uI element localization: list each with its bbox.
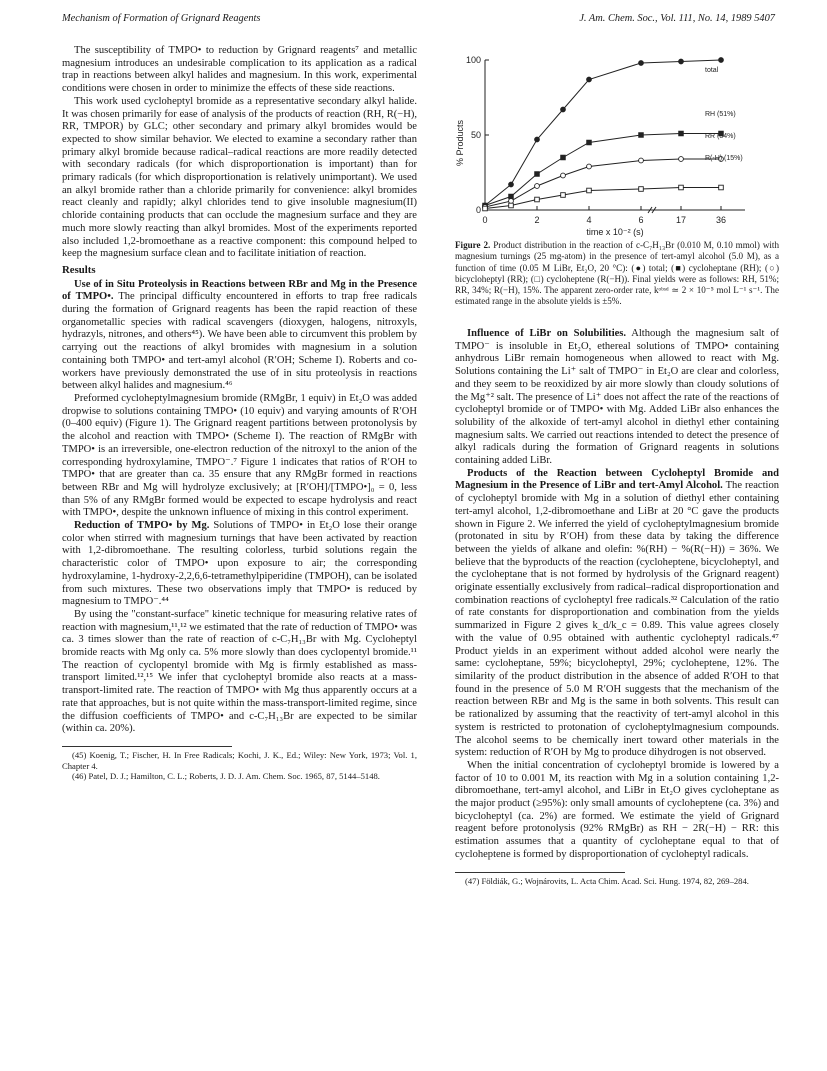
section-libr-title: Influence of LiBr on Solubilities. [467,328,627,339]
proteolysis-paragraph-2: Preformed cycloheptylmagnesium bromide (RMgBr, 1 equiv) in Et₂O was added dropwise to solutions containing TMPO• (10 equiv) and varying amounts of R′OH (0–400 equiv) (Figure 1). The Grignard reagent partitions between protonolysis by the alcohol and reaction with TMPO• (Scheme I). The reaction of RMgBr with TMPO• is an irreversible, one-electron reduction of the nitroxyl to the anion of the corresponding hydroxylamine, TMPO⁻.⁷ Figure 1 indicates that ratios of R′OH to TMPO• that are greater than ca. 35 ensure that any RMgBr formed in reactions between RBr and Mg will hydrolyze exclusively; at [R′OH]/[TMPO•]₀ = 0, less than 5% of any RMgBr formed would be expected to escape hydrolysis and react with TMPO•, despite the unknown influence of mixing in this control experiment. [62,392,417,519]
data-point [509,203,514,208]
data-point [561,173,566,178]
concentration-paragraph: When the initial concentration of cycloheptyl bromide is lowered by a factor of 10 to 0.001 M, its reaction with Mg in a solution containing 1,2-dibromoethane, tert-amyl alcohol, and LiBr in Et₂O gives cycloheptane as the major product (≥95%): only small amounts of cycloheptene (ca. 3%) and bicycloheptyl (ca. 2%) are formed. We estimate the yield of Grignard reagent before protonolysis (92% RMgBr) as RH − 2R(−H) − RR: this estimation assumes that a quantity of cycloheptane equal to that of cycloheptene is formed by disproportionation of cycloheptyl radicals. [455,759,779,860]
data-point [639,158,644,163]
data-point [509,194,514,199]
data-point [561,193,566,198]
section-reduction-text: Solutions of TMPO• in Et₂O lose their orange color when stirred with magnesium turnings that have been activated by reaction with 1,2-dibromoethane. The resulting colorless, turbid solutions regain the characteristic color of TMPO• upon exposure to air; the corresponding hydroxylamine, 1-hydroxy-2,2,6,6-tetramethylpiperidine (TMPOH), can be isolated from such mixtures. These two observations imply that TMPO• is reduced by magnesium to TMPO⁻.⁴⁴ [62,520,417,608]
series-line [485,159,721,207]
data-point [561,107,566,112]
footnote-47: (47) Földiák, G.; Wojnárovits, L. Acta Chim. Acad. Sci. Hung. 1974, 82, 269–284. [465,875,749,886]
intro-paragraph-2: This work used cycloheptyl bromide as a representative secondary alkyl halide. It was chosen primarily for ease of analysis of the products of reaction (RH, R(−H), RR, TMPOR) by GLC; other secondary and primary alkyl bromides would be expected to show similar behavior. We elected to examine a secondary rather than primary alkyl bromide because radical–radical reactions are more readily detected with secondary radicals (for which disproportionation is important) than for primary radicals (for which disproportionation is relatively unimportant). We used an alkyl bromide rather than a chloride primarily for convenience: alkyl bromides react cleanly and rapidly; alkyl chlorides tend to give insoluble magnesium(II) chloride containing products that can occlude the magnesium surface and they are much more slowly reacting than alkyl bromides. Most of the experiments reported also included 1,2-bromoethane as a reactive component: this compound helped to keep the magnesium surface clean and to facilitate initiation of reaction. [62,95,417,260]
footnote-divider-right [455,872,625,873]
running-header-journal: J. Am. Chem. Soc., Vol. 111, No. 14, 1989 5407 [579,13,775,24]
label-rr: RR (34%) [705,133,736,140]
data-point [639,133,644,138]
data-point [561,155,566,160]
section-libr-text: Although the magnesium salt of TMPO⁻ is insoluble in Et₂O, ethereal solutions of TMPO• containing anhydrous LiBr remain homogeneous when allowed to react with Mg. Solutions containing the Li⁺ salt of TMPO⁻ in Et₂O are clear and colorless, and they seem to be reoxidized by air more slowly than cloudy solutions of the Mg⁺² salt. The presence of Li⁺ does not affect the rate of the reactions of cycloheptyl bromide or of TMPO• with Mg. Added LiBr also enhances the solubility of the alkoxide of tert-amyl alcohol in diethyl ether containing magnesium salts. We carried out reactions intended to detect the presence of alkyl radicals during the formation of Grignard reagents in solutions containing added LiBr. [455,328,780,467]
data-point [719,185,724,190]
x-tick-label: 17 [675,215,687,225]
data-point [679,157,684,162]
data-point [509,182,514,187]
data-point [639,61,644,66]
right-column [455,328,779,886]
data-point [587,77,592,82]
x-tick-label: 2 [534,215,540,225]
footnote-divider [62,746,232,747]
figure-2-caption [455,240,779,308]
data-point [535,197,540,202]
footnote-46: (46) Patel, D. J.; Hamilton, C. L.; Roberts, J. D. J. Am. Chem. Soc. 1965, 87, 5144–5148. [72,771,380,782]
data-point [679,59,684,64]
label-rmh: R(-H) (15%) [705,155,743,162]
series-line [485,134,721,206]
footnote-45: (45) Koenig, T.; Fischer, H. In Free Radicals; Kochi, J. K., Ed.; Wiley: New York, 1973; Vol. 1, Chapter 4. [62,749,417,771]
x-tick-label: 6 [638,215,644,225]
caption-text: Product distribution in the reaction of c-C₇H₁₃Br (0.010 M, 0.10 mmol) with magnesium turnings (25 mg-atom) in the presence of tert-amyl alcohol (5.0 M), as a function of time (0.05 M LiBr, Et₂O, 20 °C): (●) total; (■) cycloheptane (RH); (○) bicycloheptyl (RR); (□) cycloheptene (R(−H)). Final yields were as follows: RH, 51%; RR, 34%; R(−H), 15%. The apparent zero-order rate, kᵒᵇˢᵈ ≃ 2 × 10⁻⁵ mol L⁻¹ s⁻¹. The estimated range in the absolute yields is ±5%. [455,240,779,307]
label-total: total [705,67,719,74]
data-point [535,172,540,177]
chart-series [483,58,724,211]
data-point [483,206,488,211]
data-point [587,164,592,169]
data-point [535,137,540,142]
data-point [587,188,592,193]
section-proteolysis-title: Use of in Situ Proteolysis in Reactions between RBr and Mg in the Presence of TMPO•. [62,278,417,303]
section-products-text: The reaction of cycloheptyl bromide with Mg in a solution of diethyl ether containing tert-amyl alcohol, 1,2-dibromoethane and LiBr at 20 °C gave the products shown in Figure 2. We inferred the yield of cycloheptylmagnesium bromide (protonated in situ by R′OH) from these data by taking the difference between the yields of alkane and olefin: %(RH) − %(R(−H)) = 36%. We believe that the byproducts of the reaction (cycloheptene, bicycloheptyl, and the cycloheptane that is not formed by hydrolysis of the Grignard reagent) originate essentially exclusively from radical–radical disproportionation and combination reactions of cycloheptyl free radicals.³² Calculation of the ratio of rate constants for disproportionation and combination from the yields summarized in Figure 2 gives k_d/k_c = 0.89. This value agrees closely with the value of 0.95 obtained with authentic cycloheptyl radicals.⁴⁷ Product yields in an experiment without added alcohol were nearly the same: cycloheptane, 59%; bicycloheptyl, 29%; cycloheptene, 12%. The similarity of the product distribution in the absence of added R′OH to that found in the presence of 5.0 M R′OH suggests that the mechanism of the reaction between RBr and Mg is the same in both solvents. This result can be rationalized by assuming that the reactivity of tert-amyl alcohol in this system is restricted to protonation of cycloheptylmagnesium compounds. The alcohol seems to be chemically inert toward other materials in the system: reduction of R′OH by Mg to produce dihydrogen is not observed. [455,480,779,759]
section-products [455,468,779,760]
section-reduction [62,520,417,609]
data-point [587,140,592,145]
data-point [509,199,514,204]
y-tick-label: 50 [470,130,481,140]
x-tick-label: 4 [586,215,592,225]
y-axis-label: % Products [455,119,465,167]
running-header-title: Mechanism of Formation of Grignard Reagents [62,13,261,24]
series-line [485,188,721,209]
y-tick-label: 100 [465,55,481,65]
caption-label: Figure 2. [455,240,491,250]
figure-2-chart [455,48,779,240]
x-tick-label: 0 [482,215,488,225]
results-heading: Results [62,263,96,276]
left-column [62,45,417,782]
data-point [679,131,684,136]
section-reduction-title: Reduction of TMPO• by Mg. [74,520,210,532]
data-point [535,184,540,189]
label-rh: RH (51%) [705,111,736,118]
series-line [485,60,721,206]
data-point [719,58,724,63]
data-point [679,185,684,190]
reduction-paragraph-2: By using the "constant-surface" kinetic technique for measuring relative rates of reaction with magnesium,¹¹,¹² we estimated that the rate of reduction of TMPO• was ca. 3 times slower than the rate of reaction of c-C₇H₁₃Br with Mg. Cycloheptyl bromide reacts with Mg only ca. 5% more slowly than does cyclopentyl bromide.¹¹ The reaction of cyclopentyl bromide with Mg is firmly established as mass-transport limited.¹²,¹⁵ We infer that cycloheptyl bromide also reacts at a mass-transport-limited rate. The reaction of TMPO• with Mg thus apparently occurs at a rate that approaches, but is not quite within the mass-transport-limited regime, since the diffusion coefficients of TMPO• and c-C₇H₁₃Br are expected to be similar (within ca. 20%). [62,608,417,735]
x-tick-label: 36 [715,215,727,225]
x-axis-label: time x 10⁻² (s) [586,227,644,237]
section-proteolysis-text: The principal difficulty encountered in efforts to trap free radicals during the formation of Grignard reagents has been the rapid reaction of these organometallic species with radical scavengers (dioxygen, halogens, nitroxyls, hydrazyls, nitrones, and others⁴⁵). We have been able to circumvent this problem by carrying out the reactions of alkyl bromides with magnesium in a solution containing both TMPO• and tert-amyl alcohol (R′OH; Scheme I). Roberts and co-workers have previously demonstrated the use of in situ proteolysis in reactions between alkyl halides and magnesium.⁴⁶ [62,291,417,392]
intro-paragraph-1: The susceptibility of TMPO• to reduction by Grignard reagents⁷ and metallic magnesium introduces an undesirable complication to its application as a radical trap in reactions between alkyl halides and magnesium. In this work, experimental conditions were chosen in order to minimize the effects of these side reactions. [62,45,417,95]
section-libr [455,328,779,468]
y-tick-label: 0 [475,205,481,215]
section-products-title: Products of the Reaction between Cycloheptyl Bromide and Magnesium in the Presence of LiBr and tert-Amyl Alcohol. [455,467,779,492]
section-proteolysis [62,279,417,393]
data-point [639,187,644,192]
